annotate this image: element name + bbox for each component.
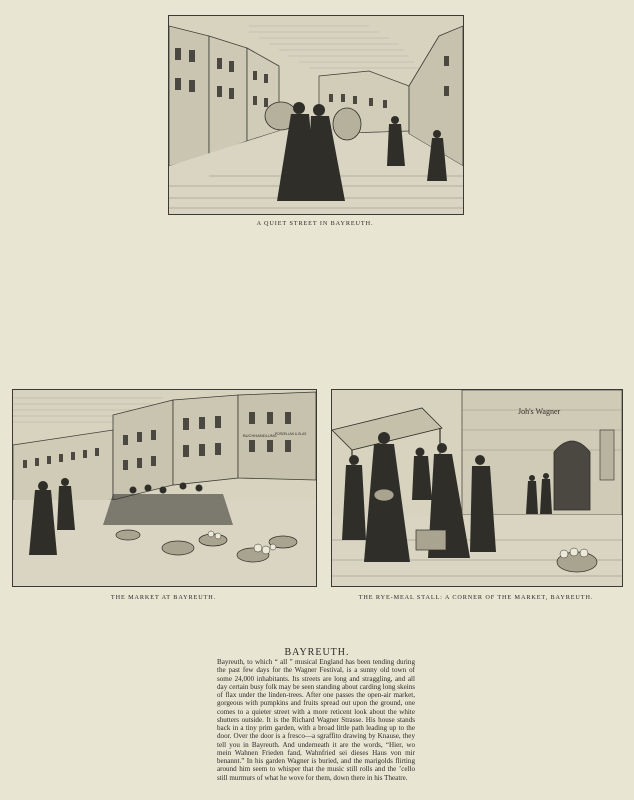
illustration-quiet-street xyxy=(168,15,464,215)
illustration-rye-meal-stall xyxy=(331,389,623,587)
market-engraving xyxy=(13,390,316,586)
rye-meal-stall-engraving xyxy=(332,390,622,586)
shop-sign-text: Joh's Wagner xyxy=(518,407,561,416)
caption-market: THE MARKET AT BAYREUTH. xyxy=(110,594,217,601)
article-title: BAYREUTH. xyxy=(284,647,350,658)
article-body: Bayreuth, to which “ all ” musical England has been tending during the past few days for the Wagner Festival, is a sunny old town of some 24,000 inhabitants. Its streets are long and straggling, and all day certain busy folk may be seen standing about carding long skeins of flax under the linden-trees. After one passes the open-air market, gorgeous with pumpkins and fruits spread out upon the ground, one comes to a quieter street with a more reticent look about the white shutters outside. It is the Richard Wagner Strasse. His house stands back in a tiny prim garden, with a broad little path leading up to the door. Over the door is a fresco—a sgraffito drawing by Knause, they tell you in Bayreuth. And underneath it are the words, “Hier, wo mein Wahnen Frieden fand, Wahnfried sei dieses Haus von mir benannt.” In his garden Wagner is buried, and the marigolds flirting around him seem to whisper that the music still rolls and the ’cello still murmurs of what he wove for them, down there in his Theatre. xyxy=(217,658,415,782)
caption-quiet-street: A QUIET STREET IN BAYREUTH. xyxy=(256,220,374,227)
quiet-street-engraving xyxy=(169,16,463,214)
illustration-market xyxy=(12,389,317,587)
caption-rye-meal-stall: THE RYE-MEAL STALL: A CORNER OF THE MARKET, BAYREUTH. xyxy=(358,594,594,601)
porzellan-sign: PORZELLAN & GLAS xyxy=(275,432,307,436)
buchhandlung-sign: BUCHHANDLUNG xyxy=(243,433,277,438)
